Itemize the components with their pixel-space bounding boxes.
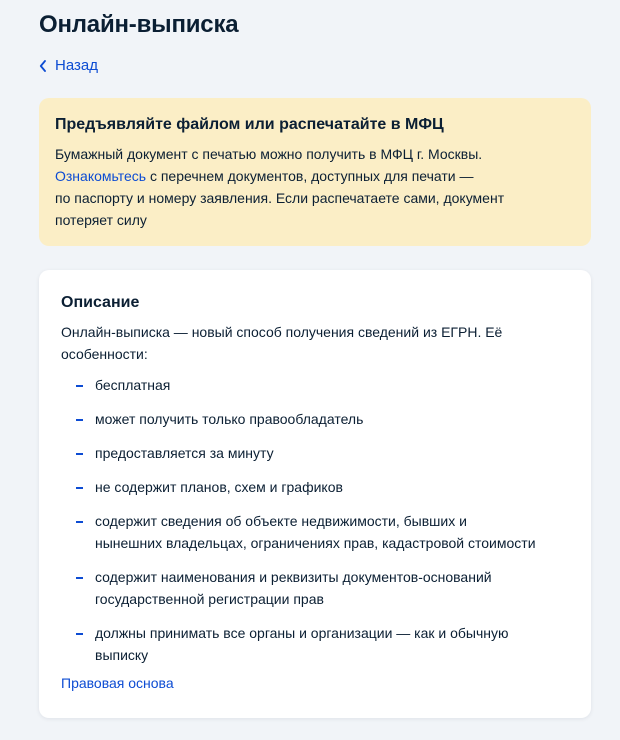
chevron-left-icon xyxy=(39,60,47,72)
features-list xyxy=(61,374,567,666)
dash-bullet-icon xyxy=(76,419,83,421)
dash-bullet-icon xyxy=(76,453,83,455)
page-title: Онлайн-выписка xyxy=(39,11,239,38)
dash-bullet-icon xyxy=(76,521,83,523)
notice-title: Предъявляйте файлом или распечатайте в МФЦ xyxy=(55,116,444,133)
legal-basis-link[interactable]: Правовая основа xyxy=(61,675,174,691)
description-title: Описание xyxy=(61,294,140,311)
list-item: содержит наименования и реквизиты документов-оснований государственной регистрации прав xyxy=(61,566,567,610)
notice-text-line-2: с перечнем документов, доступных для печати — xyxy=(146,168,474,184)
description-intro xyxy=(61,321,567,365)
dash-bullet-icon xyxy=(76,633,83,635)
list-item: должны принимать все органы и организации — как и обычную выписку xyxy=(61,622,567,666)
notice-text xyxy=(55,143,575,231)
list-item: предоставляется за минуту xyxy=(61,442,567,464)
description-intro-line-2: особенности: xyxy=(61,346,148,362)
notice-text-line-4: потеряет силу xyxy=(55,212,147,228)
list-item: не содержит планов, схем и графиков xyxy=(61,476,567,498)
dash-bullet-icon xyxy=(76,487,83,489)
documents-list-link[interactable]: Ознакомьтесь xyxy=(55,168,147,184)
description-card xyxy=(39,270,591,718)
back-link[interactable] xyxy=(39,55,98,77)
list-item: содержит сведения об объекте недвижимости, бывших и нынешних владельцах, ограничениях прав, кадастровой стоимости xyxy=(61,510,567,554)
list-item: может получить только правообладатель xyxy=(61,408,567,430)
dash-bullet-icon xyxy=(76,385,83,387)
description-intro-line-1: Онлайн-выписка — новый способ получения сведений из ЕГРН. Её xyxy=(61,324,503,340)
mfc-notice-banner xyxy=(39,98,591,246)
back-link-label[interactable]: Назад xyxy=(55,57,98,74)
notice-text-line-3: по паспорту и номеру заявления. Если распечатаете сами, документ xyxy=(55,190,505,206)
list-item: бесплатная xyxy=(61,374,567,396)
notice-text-line-1: Бумажный документ с печатью можно получить в МФЦ г. Москвы. xyxy=(55,146,483,162)
dash-bullet-icon xyxy=(76,577,83,579)
